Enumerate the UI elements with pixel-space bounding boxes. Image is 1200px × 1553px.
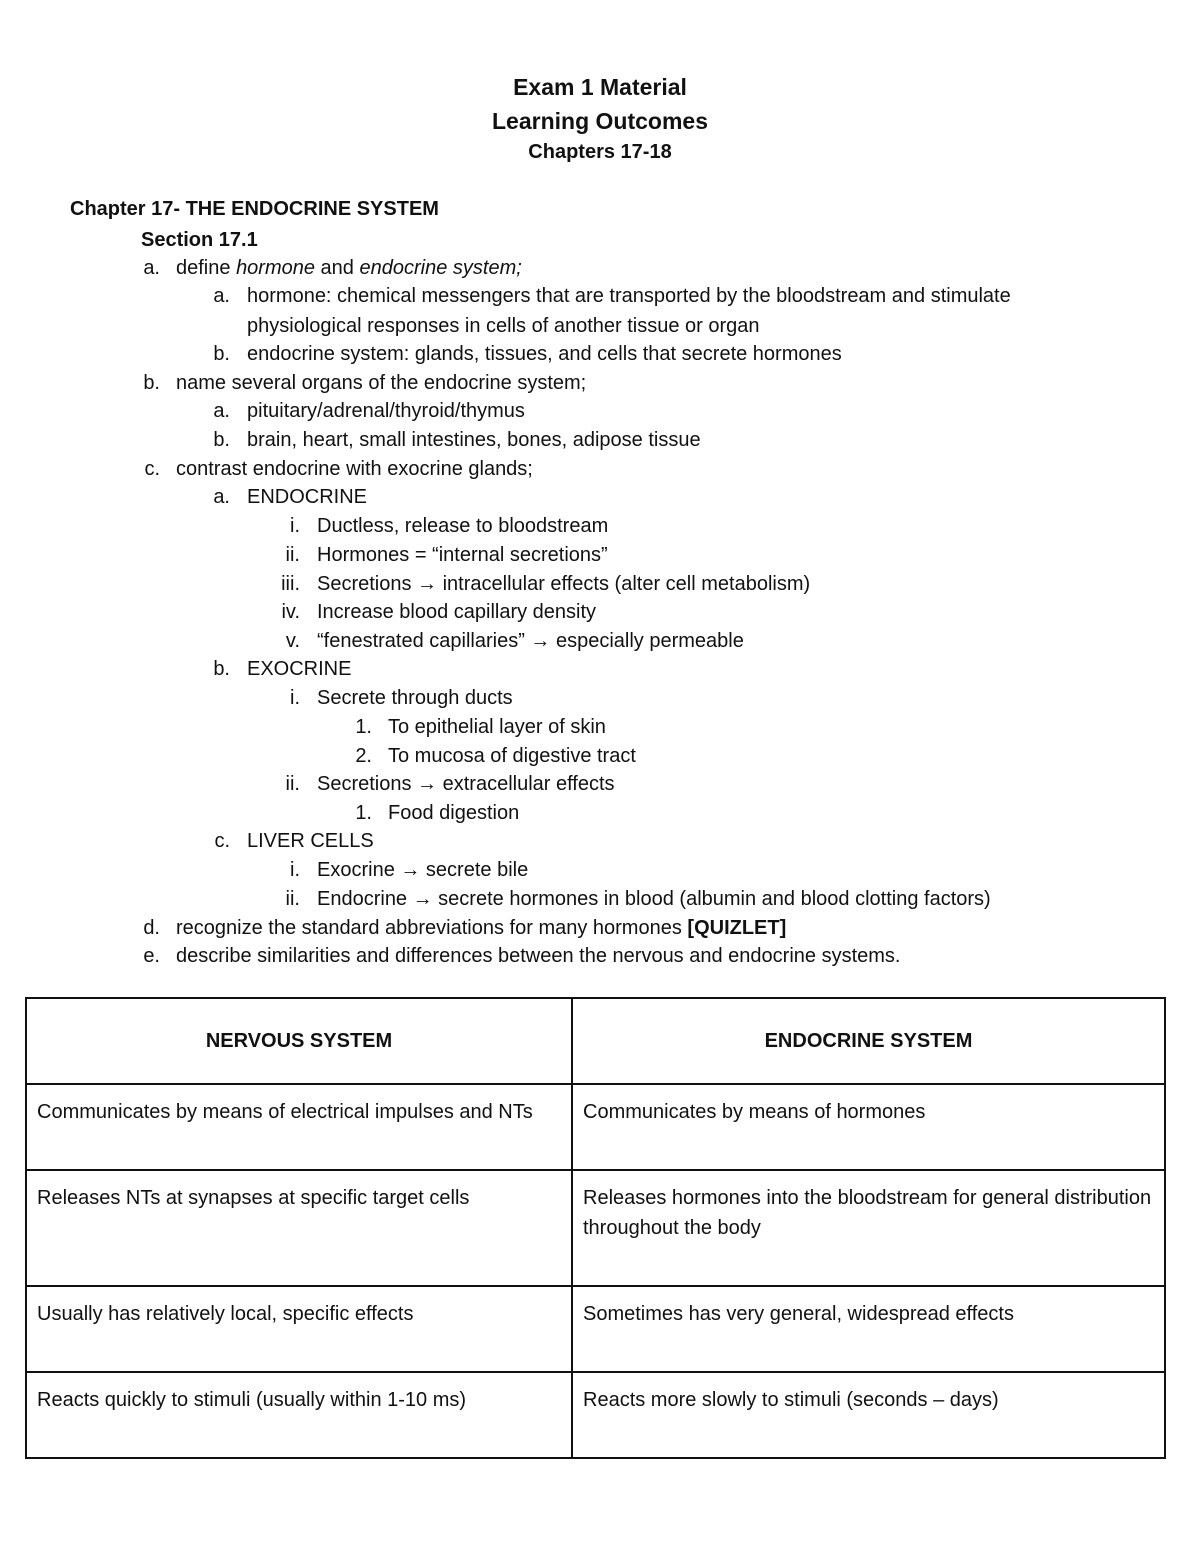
list-item: Secretions → extracellular effects [317, 773, 615, 795]
table-row [26, 1286, 1165, 1372]
list-item: brain, heart, small intestines, bones, adipose tissue [247, 429, 701, 451]
list-marker: a. [213, 486, 230, 508]
table-header-row [26, 998, 1165, 1084]
list-marker: c. [214, 830, 230, 852]
table-row [26, 1084, 1165, 1170]
list-marker: i. [290, 859, 300, 881]
list-marker: 2. [355, 745, 372, 767]
list-item: Ductless, release to bloodstream [317, 515, 609, 537]
list-marker: b. [143, 372, 160, 394]
table-cell: Sometimes has very general, widespread effects [572, 1286, 1165, 1372]
list-marker: e. [143, 945, 160, 967]
list-marker: 1. [355, 802, 372, 824]
list-item: hormone: chemical messengers that are transported by the bloodstream and stimulate [247, 285, 1011, 307]
list-marker: ii. [285, 544, 300, 566]
list-marker: i. [290, 515, 300, 537]
endocrine-label: ENDOCRINE [247, 486, 368, 508]
list-item-continuation: physiological responses in cells of another tissue or organ [247, 315, 760, 337]
outcome-a: define hormone and endocrine system; [176, 257, 522, 279]
list-item: pituitary/adrenal/thyroid/thymus [247, 400, 525, 422]
outcome-b: name several organs of the endocrine system; [176, 372, 587, 394]
list-item: Exocrine → secrete bile [317, 859, 529, 881]
document-subtitle: Learning Outcomes [492, 108, 708, 134]
list-item: Hormones = “internal secretions” [317, 544, 608, 566]
list-marker: a. [213, 400, 230, 422]
list-marker: b. [213, 658, 230, 680]
list-marker: ii. [285, 773, 300, 795]
chapters-range: Chapters 17-18 [528, 141, 672, 163]
list-marker: iv. [281, 601, 300, 623]
list-item: Food digestion [388, 802, 520, 824]
list-item: Increase blood capillary density [317, 601, 597, 623]
list-marker: a. [143, 257, 160, 279]
list-marker: v. [285, 630, 300, 652]
table-row [26, 1372, 1165, 1458]
section-heading: Section 17.1 [141, 229, 258, 251]
exocrine-label: EXOCRINE [247, 658, 352, 680]
list-marker: b. [213, 343, 230, 365]
list-marker: b. [213, 429, 230, 451]
list-item: To mucosa of digestive tract [388, 745, 636, 767]
table-cell: Communicates by means of hormones [572, 1084, 1165, 1170]
liver-cells-label: LIVER CELLS [247, 830, 374, 852]
list-marker: a. [213, 285, 230, 307]
outcome-d: recognize the standard abbreviations for many hormones [QUIZLET] [176, 917, 787, 939]
endocrine-header: ENDOCRINE SYSTEM [572, 998, 1165, 1084]
table-cell: Usually has relatively local, specific effects [26, 1286, 572, 1372]
nervous-header: NERVOUS SYSTEM [26, 998, 572, 1084]
list-marker: i. [290, 687, 300, 709]
list-item: Secrete through ducts [317, 687, 513, 709]
table-cell: Reacts more slowly to stimuli (seconds – days) [572, 1372, 1165, 1458]
table-cell: Releases hormones into the bloodstream for general distribution throughout the body [572, 1170, 1165, 1286]
table-cell: Communicates by means of electrical impulses and NTs [26, 1084, 572, 1170]
document-title: Exam 1 Material [513, 74, 687, 100]
chapter-heading: Chapter 17- THE ENDOCRINE SYSTEM [70, 198, 439, 220]
list-item: Endocrine → secrete hormones in blood (albumin and blood clotting factors) [317, 888, 991, 910]
outcome-e: describe similarities and differences between the nervous and endocrine systems. [176, 945, 901, 967]
table-cell: Releases NTs at synapses at specific target cells [26, 1170, 572, 1286]
comparison-table [25, 997, 1166, 1459]
list-marker: iii. [281, 573, 300, 595]
list-item: To epithelial layer of skin [388, 716, 606, 738]
list-marker: c. [144, 458, 160, 480]
table-cell: Reacts quickly to stimuli (usually within 1-10 ms) [26, 1372, 572, 1458]
table-row [26, 1170, 1165, 1286]
list-item: endocrine system: glands, tissues, and cells that secrete hormones [247, 343, 842, 365]
list-item: Secretions → intracellular effects (alter cell metabolism) [317, 573, 811, 595]
list-marker: d. [143, 917, 160, 939]
outcome-c: contrast endocrine with exocrine glands; [176, 458, 533, 480]
list-marker: ii. [285, 888, 300, 910]
list-item: “fenestrated capillaries” → especially permeable [317, 630, 744, 652]
list-marker: 1. [355, 716, 372, 738]
